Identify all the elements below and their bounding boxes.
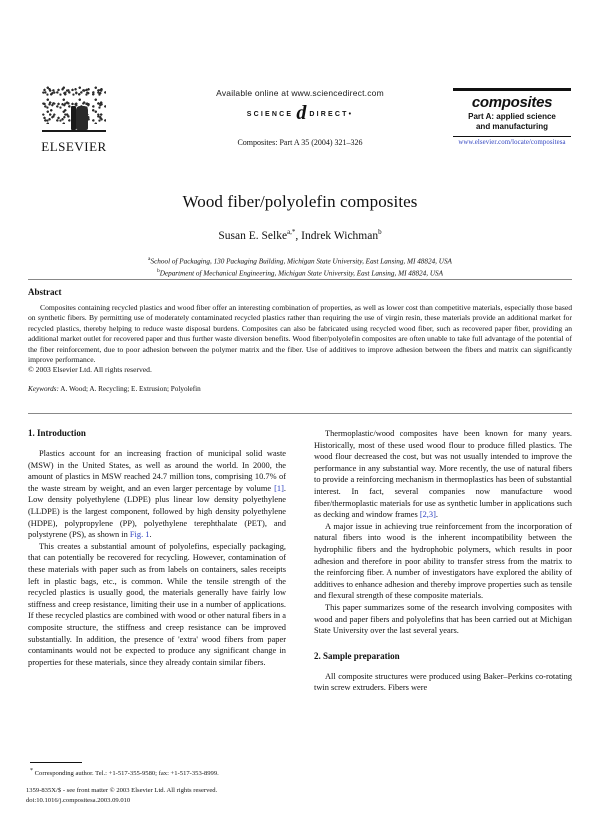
journal-header [0,84,600,172]
sciencedirect-logo [155,102,445,124]
body-column-left [28,428,286,668]
sciencedirect-at-icon: d [296,102,307,124]
right-p1-part1: Thermoplastic/wood composites have been known for many years. Historically, most of these used wood flour to produce filled plastics. The wood flour decreased the cost, but was not usually intended to improve the performance in any substantial way. More recently, the use of natural fibers to provide a reinforcing mechanism in thermoplastics has been of substantial interest. In fact, several companies now manufacture wood fiber/thermoplastic materials for use as synthetic lumber in applications such as decking and window frames [314,429,572,520]
author-separator: , Indrek Wichman [295,229,379,242]
affiliation-b-text: Department of Mechanical Engineering, Michigan State University, East Lansing, MI 48824, USA [159,269,443,278]
intro-paragraph-2: This creates a substantial amount of polyolefins, especially packaging, that can potentially be recovered for recycling. However, contamination of these materials with paper such as from labels on containers, sales receipts left in plastic bags, etc., is common. While the tensile strength of the recycled plastics is usually good, the materials generally have fairly low stiffness and creep resistance, limiting their use in a number of applications. If these recycled plastics are combined with wood or other natural fibers in a composite structure, the stiffness and creep resistance can be improved substantially. In addition, the presence of 'extra' wood fibers from paper contaminants would not be expected to produce any significant change in properties for these materials, since they already contain similar fibers. [28,541,286,667]
footnote-marker: * [30,768,33,774]
sciencedirect-word-right: DIRECT• [309,110,354,118]
available-online-text: Available online at www.sciencedirect.com [216,88,384,98]
keywords-label: Keywords: [28,384,59,393]
sciencedirect-block [155,88,445,147]
doi-line[interactable]: doi:10.1016/j.compositesa.2003.09.010 [26,796,131,804]
right-paragraph-3: This paper summarizes some of the research involving composites with wood and paper fibers and polyolefins that has been carried out at Michigan State University over the last several years. [314,602,572,636]
elsevier-wordmark: ELSEVIER [41,139,107,154]
section-heading-sample-preparation: 2. Sample preparation [314,650,400,661]
author-1-affiliation-marker: a,* [287,228,296,236]
elsevier-tree-icon [38,86,110,138]
body-column-right [314,428,572,694]
keywords-value: A. Wood; A. Recycling; E. Extrusion; Polyolefin [60,384,201,393]
citation-ref-2-3[interactable]: [2,3] [419,510,436,520]
abstract-rule-bottom [28,413,572,414]
intro-paragraph-1 [28,448,286,541]
abstract-heading: Abstract [28,287,62,297]
affiliation-b-marker: b [156,268,160,275]
intro-p1-part3: . [149,530,152,540]
footnote-rule [30,762,82,763]
elsevier-logo [28,86,120,155]
affiliation-a-text: School of Packaging, 130 Packaging Building, Michigan State University, East Lansing, MI 48824, USA [150,257,452,266]
journal-url-link[interactable]: www.elsevier.com/locate/compositesa [458,139,566,147]
keywords-line [28,385,572,393]
citation-ref-1[interactable]: [1] [274,483,284,493]
right-p1-part2: . [435,510,438,520]
journal-subtitle-line1: Part A: applied science [468,111,556,121]
right-paragraph-2: A major issue in achieving true reinforcement from the incorporation of natural fibers into wood is the inherent incompatibility between the hydrophilic fibers and the hydrophobic polymers, which results in poor adhesion and therefore in poor ability to transfer stress from the matrix to the reinforcing fiber. A number of investigators have explored the ability of additives to enhance adhesion and thereby improve properties such as tensile and flexural strength of these composite materials. [314,521,572,601]
affiliation-a [40,254,560,266]
intro-p1-part2: . Low density polyethylene (LDPE) plus linear low density polyethylene (LLDPE) is the largest component, followed by high density polyethylene (HDPE), polypropylene (PP), polyethylene terephthalate (PET), and polystyrene (PS), as shown in [28,483,286,540]
affiliation-a-marker: a [148,255,151,262]
journal-subtitle [446,112,578,132]
affiliations [40,254,560,279]
journal-citation: Composites: Part A 35 (2004) 321–326 [237,138,363,147]
issn-line: 1359-835X/$ - see front matter © 2003 Elsevier Ltd. All rights reserved. [26,787,218,794]
abstract-rule-top [28,279,572,280]
corresponding-author-footnote [30,767,300,778]
journal-subtitle-line2: and manufacturing [475,121,548,131]
figure-ref-1[interactable]: Fig. 1 [129,530,150,540]
author-list [40,228,560,242]
sciencedirect-word-left: SCIENCE [246,110,294,118]
journal-rule-top [453,88,571,91]
section-heading-introduction: 1. Introduction [28,428,86,438]
journal-rule-bottom [453,136,571,138]
intro-p1-part1: Plastics account for an increasing fraction of municipal solid waste (MSW) in the United States, as well as around the world. In 2000, the amount of plastics in MSW reached 24.7 million tons, comprising 10.7% of the waste stream by weight, and an even larger percentage by volume [28,449,286,493]
journal-title: composites [471,93,553,111]
imprint-block [26,786,326,805]
title-block [40,192,560,279]
page-title: Wood fiber/polyolefin composites [182,192,418,211]
abstract-copyright: © 2003 Elsevier Ltd. All rights reserved. [28,365,152,375]
affiliation-b [40,266,560,278]
footnote-text: Corresponding author. Tel.: +1-517-355-9580; fax: +1-517-353-8999. [34,770,219,778]
author-2-affiliation-marker: b [378,228,382,236]
journal-logo [446,88,578,146]
right-paragraph-1 [314,428,572,521]
right-paragraph-4: All composite structures were produced using Baker–Perkins co-rotating twin screw extruders. Fibers were [314,671,572,693]
abstract-section [28,287,572,393]
author-name-1: Susan E. Selke [218,229,288,242]
abstract-body: Composites containing recycled plastics and wood fiber offer an interesting combination of properties, as well as lower cost than competitive materials, especially those based on synthetic fibers. By permitting use of moderately contaminated recycled plastics rather than requiring the use of virgin resin, these materials provide an additional market for recycled plastics, thereby helping to reduce waste disposal burdens. Composites can also be fabricated using recycled wood fiber, such as recovered paper fiber, providing an additional market outlet for recovered paper and thus further waste diversion benefits. Wood fiber/polyolefin composites are often unable to take full advantage of the potential of the fiber reinforcement, due to poor adhesion between the polymer matrix and the fiber. Use of additives to improve adhesion between the fibers and matrix can significantly improve performance. [28,303,572,365]
